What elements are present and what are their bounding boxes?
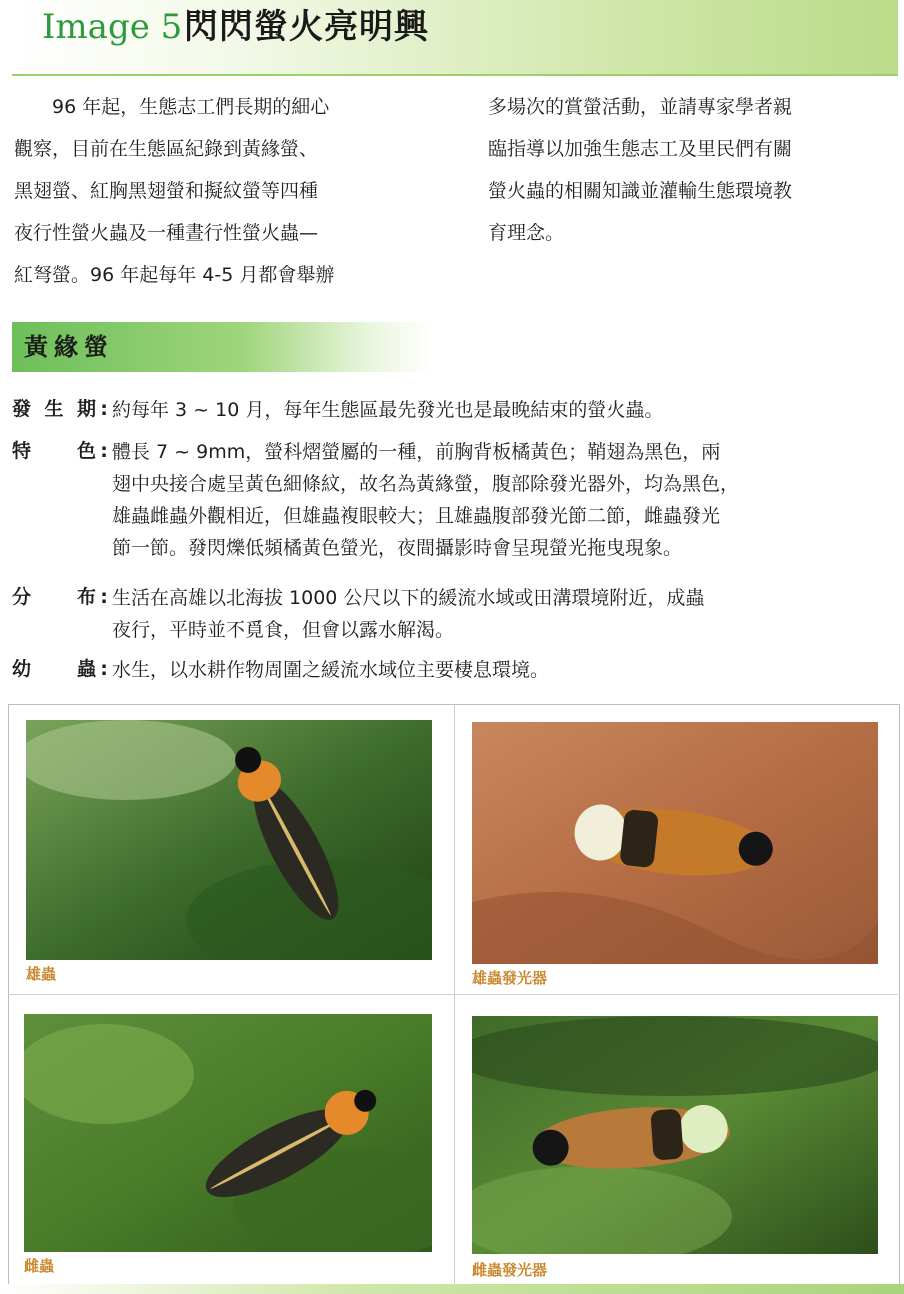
image-label: Image 5: [42, 7, 183, 47]
detail-line: 雄蟲雌蟲外觀相近，但雄蟲複眼較大；且雄蟲腹部發光節二節，雌蟲發光: [112, 505, 721, 527]
photo-caption: 雄蟲: [26, 965, 57, 983]
detail-label: 特色 :: [12, 440, 108, 462]
intro-right-column: [488, 86, 898, 254]
intro-line: 紅弩螢。96 年起每年 4-5 月都會舉辦: [14, 264, 335, 286]
detail-line: 水生，以水耕作物周圍之緩流水域位主要棲息環境。: [112, 659, 550, 681]
page-title: 閃閃螢火亮明興: [184, 7, 429, 47]
detail-line: 體長 7 ~ 9mm，螢科熠螢屬的一種，前胸背板橘黃色；鞘翅為黑色，兩: [112, 441, 721, 463]
intro-line: 黑翅螢、紅胸黑翅螢和擬紋螢等四種: [14, 180, 319, 202]
intro-line: 多場次的賞螢活動，並請專家學者親: [488, 96, 793, 118]
photo-female-lantern: [472, 1016, 878, 1254]
detail-line: 翅中央接合處呈黃色細條紋，故名為黃緣螢，腹部除發光器外，均為黑色，: [112, 473, 740, 495]
detail-line: 夜行，平時並不覓食，但會以露水解渴。: [112, 619, 455, 641]
bottom-decorative-strip: [0, 1284, 904, 1294]
detail-body: [112, 582, 898, 646]
photo-divider: [454, 704, 455, 1290]
detail-label: 發生期 :: [12, 398, 108, 420]
photo-caption: 雄蟲發光器: [472, 969, 548, 987]
photo-caption: 雌蟲發光器: [472, 1261, 548, 1279]
detail-line: 節一節。發閃爍低頻橘黃色螢光，夜間攝影時會呈現螢光拖曳現象。: [112, 537, 683, 559]
photo-caption: 雌蟲: [24, 1257, 55, 1275]
detail-body: [112, 436, 898, 564]
intro-line: 夜行性螢火蟲及一種晝行性螢火蟲—: [14, 222, 319, 244]
detail-body: [112, 654, 898, 686]
header-bar: [12, 0, 898, 76]
detail-body: [112, 394, 898, 426]
detail-line: 約每年 3 ~ 10 月，每年生態區最先發光也是最晚結束的螢火蟲。: [112, 399, 664, 421]
section-heading-bar: [12, 322, 432, 372]
photo-male-lantern: [472, 722, 878, 964]
intro-line: 螢火蟲的相關知識並灌輸生態環境教: [488, 180, 793, 202]
detail-line: 生活在高雄以北海拔 1000 公尺以下的緩流水域或田溝環境附近，成蟲: [112, 587, 705, 609]
photo-female-firefly: [24, 1014, 432, 1252]
detail-label: 幼蟲 :: [12, 658, 108, 680]
intro-left-column: [14, 86, 454, 296]
intro-line: 臨指導以加強生態志工及里民們有關: [488, 138, 793, 160]
photo-divider: [8, 994, 898, 995]
photo-male-firefly: [26, 720, 432, 960]
section-title: 黃緣螢: [24, 333, 114, 361]
intro-line: 96 年起，生態志工們長期的細心: [14, 96, 330, 118]
intro-line: 觀察，目前在生態區紀錄到黃緣螢、: [14, 138, 319, 160]
intro-line: 育理念。: [488, 222, 565, 244]
detail-label: 分布 :: [12, 586, 108, 608]
